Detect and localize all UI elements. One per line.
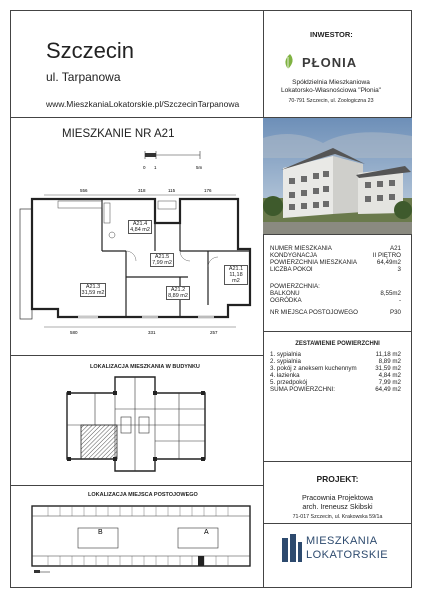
dim-top-4: 176 bbox=[204, 188, 212, 193]
parking-caption: LOKALIZACJA MIEJSCA POSTOJOWEGO bbox=[88, 492, 198, 498]
room-label-a21-4: A21.4 4,84 m2 bbox=[128, 220, 152, 234]
project-name: Pracownia Projektowa arch. Ireneusz Skibski bbox=[301, 493, 374, 511]
brand-logo bbox=[280, 530, 410, 578]
brand-building-icon bbox=[280, 534, 302, 564]
investor-address: 70-791 Szczecin, ul. Zoologiczna 23 bbox=[288, 98, 374, 104]
summary-row: 4. łazienka 4,84 m2 bbox=[270, 372, 401, 379]
dim-bottom-2: 331 bbox=[148, 330, 156, 335]
photo-divider bbox=[263, 234, 412, 235]
plan-divider bbox=[10, 355, 263, 356]
investor-heading: INWESTOR: bbox=[310, 30, 353, 39]
brand-line-1: MIESZKANIA bbox=[306, 535, 378, 547]
dim-top-1: 556 bbox=[80, 188, 88, 193]
summary-row: 3. pokój z aneksem kuchennym 31,59 m2 bbox=[270, 365, 401, 372]
parking-label-b: B bbox=[98, 529, 103, 536]
street-name: ul. Tarpanowa bbox=[46, 70, 121, 84]
room-label-a21-5: A21.5 7,99 m2 bbox=[150, 253, 174, 267]
scale-label-0: 0 bbox=[143, 165, 146, 170]
apartment-title: MIESZKANIE NR A21 bbox=[62, 128, 175, 140]
investor-logo bbox=[278, 52, 384, 72]
summary-total-row: SUMA POWIERZCHNI: 64,49 m2 bbox=[270, 386, 401, 393]
building-photo bbox=[263, 118, 412, 234]
room-label-a21-2: A21.2 8,89 m2 bbox=[166, 286, 190, 300]
room-label-a21-1: A21.1 11,18 m2 bbox=[224, 265, 248, 285]
parking-label-a: A bbox=[204, 529, 209, 536]
detail-row: BALKONU 8,55m2 bbox=[270, 290, 401, 297]
scale-label-1: 1 bbox=[154, 165, 157, 170]
project-divider bbox=[263, 461, 412, 462]
outdoor-details bbox=[270, 283, 401, 304]
detail-row: KONDYGNACJA II PIĘTRO bbox=[270, 252, 401, 259]
project-address: 71-017 Szczecin, ul. Krakowska 59/1a bbox=[292, 514, 383, 520]
floor-plan bbox=[18, 177, 262, 337]
apartment-details bbox=[270, 245, 401, 273]
investor-logo-text: PŁONIA bbox=[302, 55, 358, 70]
detail-row: POWIERZCHNIA: bbox=[270, 283, 320, 290]
building-divider bbox=[10, 485, 263, 486]
city-title: Szczecin bbox=[46, 38, 135, 63]
dim-top-3: 115 bbox=[168, 188, 176, 193]
scale-label-5m: 5m bbox=[196, 165, 203, 170]
brand-line-2: LOKATORSKIE bbox=[306, 549, 389, 561]
summary-table bbox=[270, 351, 401, 393]
parking-details: NR MIEJSCA POSTOJOWEGO P30 bbox=[270, 309, 401, 316]
detail-row: LICZBA POKOI 3 bbox=[270, 266, 401, 273]
summary-row: 5. przedpokój 7,99 m2 bbox=[270, 379, 401, 386]
building-location-plan bbox=[55, 373, 215, 473]
detail-row: OGRÓDKA - bbox=[270, 297, 401, 304]
brand-divider bbox=[263, 523, 412, 524]
parking-location-plan bbox=[28, 502, 256, 578]
website-link[interactable]: www.MieszkaniaLokatorskie.pl/SzczecinTarpanowa bbox=[46, 99, 240, 109]
building-caption: LOKALIZACJA MIESZKANIA W BUDYNKU bbox=[90, 364, 200, 370]
dim-bottom-3: 257 bbox=[210, 330, 218, 335]
dim-bottom-1: 580 bbox=[70, 330, 78, 335]
summary-title: ZESTAWIENIE POWIERZCHNI bbox=[295, 341, 380, 347]
room-label-a21-3: A21.3 31,59 m2 bbox=[81, 284, 105, 296]
summary-row: 1. sypialnia 11,18 m2 bbox=[270, 351, 401, 358]
detail-row: POWIERZCHNIA MIESZKANIA 64,49m2 bbox=[270, 259, 401, 266]
detail-row: NUMER MIESZKANIA A21 bbox=[270, 245, 401, 252]
scale-bar bbox=[140, 147, 210, 171]
dim-top-2: 318 bbox=[138, 188, 146, 193]
investor-name: Spółdzielnia Mieszkaniowa Lokatorsko-Własnościowa "Płonia" bbox=[281, 79, 381, 94]
summary-divider bbox=[263, 331, 412, 332]
summary-row: 2. sypialnia 8,89 m2 bbox=[270, 358, 401, 365]
project-heading: PROJEKT: bbox=[316, 474, 359, 484]
